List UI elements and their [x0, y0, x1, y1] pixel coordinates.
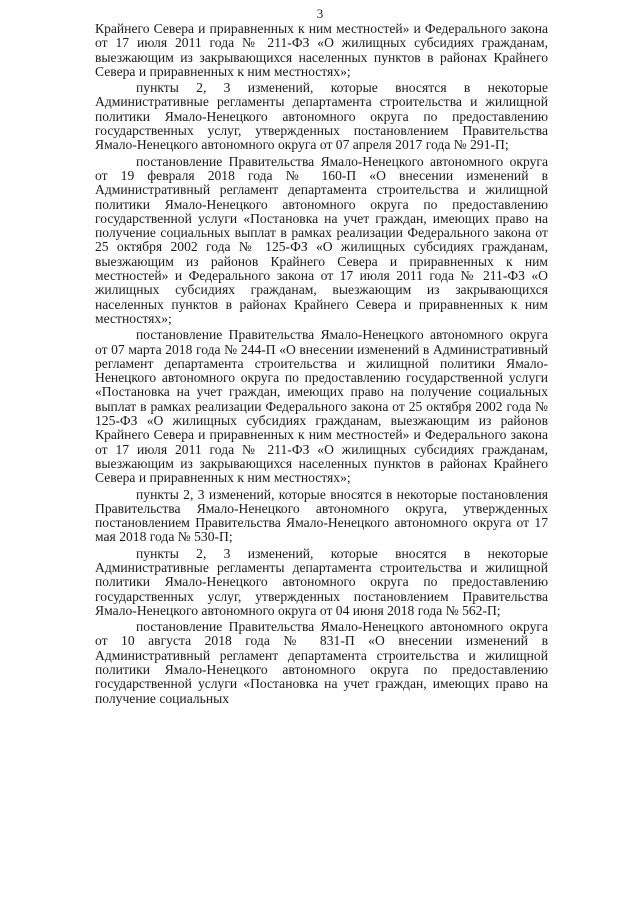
paragraph-1: Крайнего Севера и приравненных к ним местностей» и Федерального закона от 17 июля 2011 года № 211-ФЗ «О жилищных субсидиях гражданам, выезжающим из закрывающихся населенных пунктов в районах Крайнего Севера и приравненных к ним местностях»;	[95, 21, 548, 79]
paragraph-5: пункты 2, 3 изменений, которые вносятся в некоторые постановления Правительства Ямало-Ненецкого автономного округа, утвержденных постановлением Правительства Ямало-Ненецкого автономного округа от 17 мая 2018 года № 530-П;	[95, 486, 548, 545]
paragraph-3: постановление Правительства Ямало-Ненецкого автономного округа от 19 февраля 2018 года № 160-П «О внесении изменений в Административный регламент департамента строительства и жилищной политики Ямало-Ненецкого автономного округа по предоставлению государственной услуги «Постановка на учет граждан, имеющих право на получение социальных выплат в рамках реализации Федерального закона от 25 октября 2002 года № 125-ФЗ «О жилищных субсидиях гражданам, выезжающим из районов Крайнего Севера и приравненных к ним местностей» и Федерального закона от 17 июля 2011 года № 211-ФЗ «О жилищных субсидиях гражданам, выезжающим из закрывающихся населенных пунктов в районах Крайнего Севера и приравненных к ним местностях»;	[95, 153, 548, 326]
page-number: 3	[316, 6, 324, 21]
paragraph-2: пункты 2, 3 изменений, которые вносятся в некоторые Административные регламенты департамента строительства и жилищной политики Ямало-Ненецкого автономного округа по предоставлению государственных услуг, утвержденных постановлением Правительства Ямало-Ненецкого автономного округа от 07 апреля 2017 года № 291-П;	[95, 80, 548, 153]
paragraph-7: постановление Правительства Ямало-Ненецкого автономного округа от 10 августа 2018 года № 831-П «О внесении изменений в Административный регламент департамента строительства и жилищной политики Ямало-Ненецкого автономного округа по предоставлению государственной услуги «Постановка на учет граждан, имеющих право на получение социальных	[95, 619, 548, 706]
document-body	[95, 22, 548, 708]
paragraph-4: постановление Правительства Ямало-Ненецкого автономного округа от 07 марта 2018 года № 244-П «О внесении изменений в Административный регламент департамента строительства и жилищной политики Ямало-Ненецкого автономного округа по предоставлению государственной услуги «Постановка на учет граждан, имеющих право на получение социальных выплат в рамках реализации Федерального закона от 25 октября 2002 года № 125-ФЗ «О жилищных субсидиях гражданам, выезжающим из районов Крайнего Севера и приравненных к ним местностей» и Федерального закона от 17 июля 2011 года № 211-ФЗ «О жилищных субсидиях гражданам, выезжающим из закрывающихся населенных пунктов в районах Крайнего Севера и приравненных к ним местностях»;	[95, 327, 548, 486]
paragraph-6: пункты 2, 3 изменений, которые вносятся в некоторые Административные регламенты департамента строительства и жилищной политики Ямало-Ненецкого автономного округа по предоставлению государственных услуг, утвержденных постановлением Правительства Ямало-Ненецкого автономного округа от 04 июня 2018 года № 562-П;	[95, 545, 548, 618]
